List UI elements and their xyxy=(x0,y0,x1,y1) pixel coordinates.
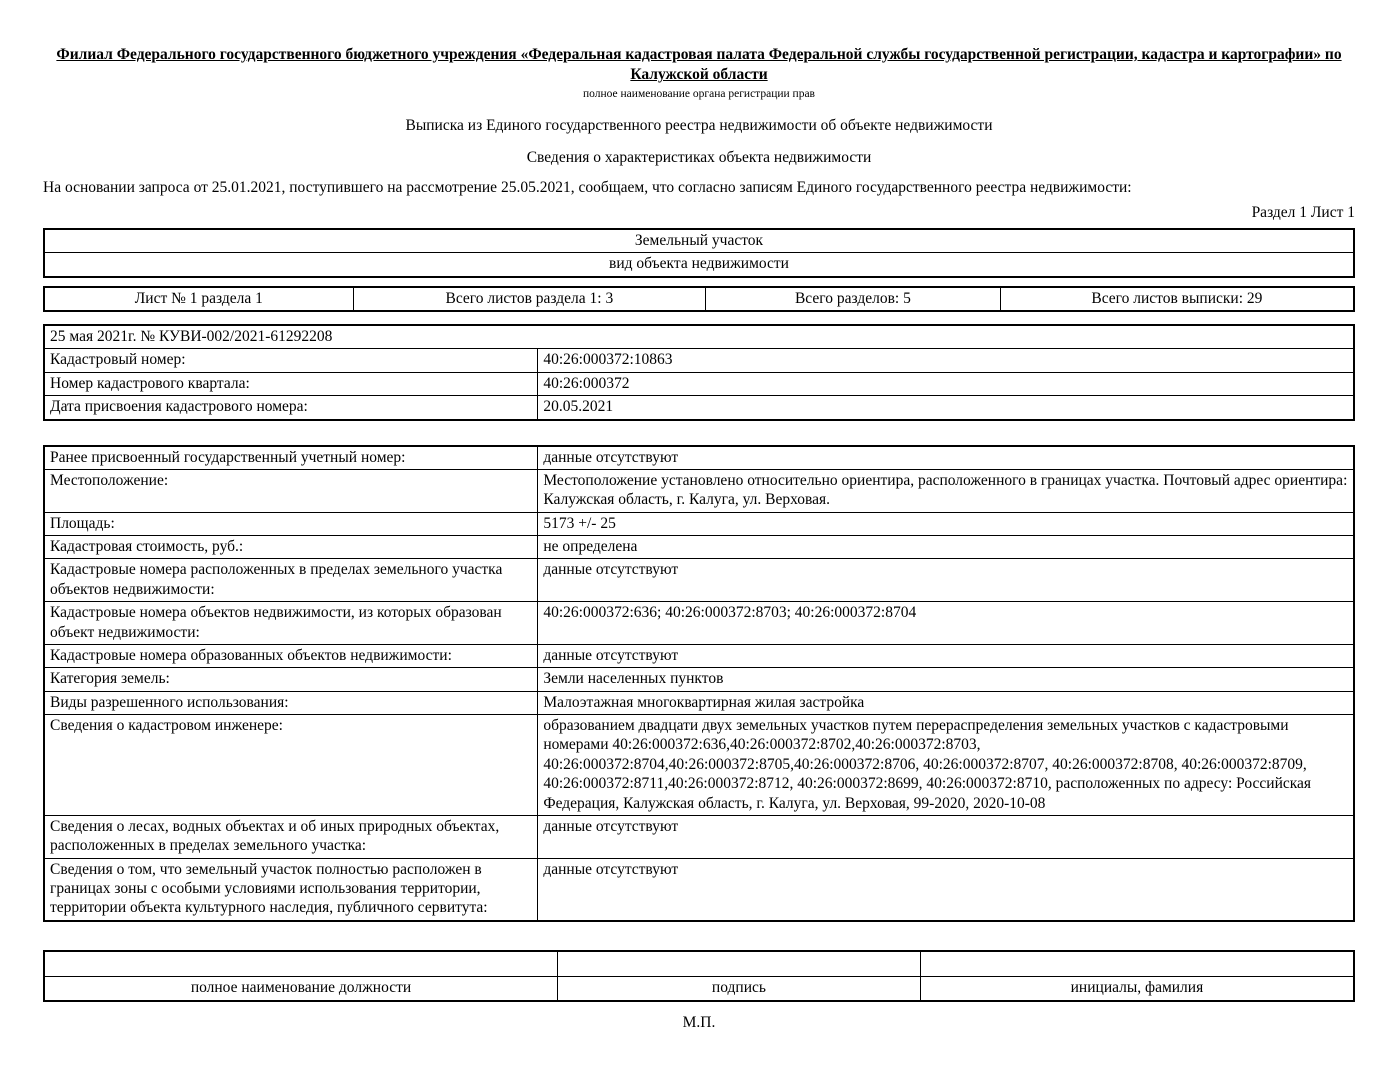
row-value-cell: 20.05.2021 xyxy=(538,396,1354,420)
row-value-cell: данные отсутствуют xyxy=(538,644,1354,667)
cadastral-table xyxy=(43,324,1355,421)
row-label-cell: Сведения о том, что земельный участок полностью расположен в границах зоны с особыми условиями использования территории, территории объекта культурного наследия, публичного сервитута: xyxy=(44,858,538,921)
signature-cell xyxy=(558,951,921,977)
row-label-cell: Категория земель: xyxy=(44,668,538,691)
name-cell xyxy=(920,951,1354,977)
row-value-cell: данные отсутствуют xyxy=(538,446,1354,470)
table-row xyxy=(44,229,1354,253)
table-row xyxy=(44,715,1354,816)
name-caption-cell: инициалы, фамилия xyxy=(920,977,1354,1001)
org-name: Филиал Федерального государственного бюджетного учреждения «Федеральная кадастровая палата Федеральной службы государственной регистрации, кадастра и картографии» по Калужской области xyxy=(56,46,1342,84)
table-row xyxy=(44,691,1354,714)
row-value-cell: 40:26:000372:10863 xyxy=(538,349,1354,372)
org-name-caption: полное наименование органа регистрации прав xyxy=(583,87,815,100)
table-row xyxy=(44,349,1354,372)
extract-date-number: 25 мая 2021г. № КУВИ-002/2021-61292208 xyxy=(44,325,1354,349)
row-label-cell: Дата присвоения кадастрового номера: xyxy=(44,396,538,420)
row-value-cell: 5173 +/- 25 xyxy=(538,512,1354,535)
row-value-cell: данные отсутствуют xyxy=(538,858,1354,921)
table-row xyxy=(44,951,1354,977)
row-label-cell: Номер кадастрового квартала: xyxy=(44,372,538,395)
row-label-cell: Виды разрешенного использования: xyxy=(44,691,538,714)
signature-caption-cell: подпись xyxy=(558,977,921,1001)
table-row xyxy=(44,858,1354,921)
row-value-cell: образованием двадцати двух земельных участков путем перераспределения земельных участков с кадастровыми номерами 40:26:000372:636,40:26:000372:8702,40:26:000372:8703, 40:26:000372:8704,40:26:000372:8705,40:26:000372:8706, 40:26:000372:8707, 40:26:000372:8708, 40:26:000372:8709, 40:26:000372:8711,40:26:000372:8712, 40:26:000372:8699, 40:26:000372:8710, расположенных по адресу: Российская Федерация, Калужская область, г. Калуга, ул. Верховая, 99-2020, 2020-10-08 xyxy=(538,715,1354,816)
object-type-caption: вид объекта недвижимости xyxy=(44,253,1354,277)
sheets-table xyxy=(43,286,1355,312)
table-row xyxy=(44,668,1354,691)
position-caption-cell: полное наименование должности xyxy=(44,977,558,1001)
table-row xyxy=(44,602,1354,645)
table-row xyxy=(44,253,1354,277)
row-value-cell: 40:26:000372:636; 40:26:000372:8703; 40:26:000372:8704 xyxy=(538,602,1354,645)
row-label-cell: Кадастровые номера расположенных в пределах земельного участка объектов недвижимости: xyxy=(44,559,538,602)
table-row xyxy=(44,512,1354,535)
request-line: На основании запроса от 25.01.2021, поступившего на рассмотрение 25.05.2021, сообщаем, что согласно записям Единого государственного реестра недвижимости: xyxy=(43,178,1132,196)
row-label-cell: Кадастровый номер: xyxy=(44,349,538,372)
details-table xyxy=(43,445,1355,922)
section-sheet-label: Раздел 1 Лист 1 xyxy=(1251,203,1355,221)
row-value-cell: не определена xyxy=(538,536,1354,559)
position-signature-cell xyxy=(44,951,558,977)
table-row xyxy=(44,287,1354,311)
row-value-cell: Местоположение установлено относительно ориентира, расположенного в границах участка. Почтовый адрес ориентира: Калужская область, г. Калуга, ул. Верховая. xyxy=(538,469,1354,512)
extract-sheets-total-cell: Всего листов выписки: 29 xyxy=(1000,287,1354,311)
table-row xyxy=(44,446,1354,470)
row-label-cell: Ранее присвоенный государственный учетный номер: xyxy=(44,446,538,470)
table-row xyxy=(44,372,1354,395)
document-title: Выписка из Единого государственного реестра недвижимости об объекте недвижимости xyxy=(405,116,993,134)
row-label-cell: Местоположение: xyxy=(44,469,538,512)
table-row xyxy=(44,559,1354,602)
table-row xyxy=(44,469,1354,512)
row-value-cell: данные отсутствуют xyxy=(538,559,1354,602)
document-subtitle: Сведения о характеристиках объекта недвижимости xyxy=(526,148,872,166)
table-row xyxy=(44,644,1354,667)
row-label-cell: Кадастровые номера объектов недвижимости, из которых образован объект недвижимости: xyxy=(44,602,538,645)
row-label-cell: Площадь: xyxy=(44,512,538,535)
stamp-placeholder: М.П. xyxy=(682,1013,716,1031)
section-sheets-total-cell: Всего листов раздела 1: 3 xyxy=(353,287,705,311)
row-label-cell: Сведения о лесах, водных объектах и об иных природных объектах, расположенных в пределах земельного участка: xyxy=(44,815,538,858)
row-value-cell: Земли населенных пунктов xyxy=(538,668,1354,691)
table-row xyxy=(44,325,1354,349)
row-value-cell: Малоэтажная многоквартирная жилая застройка xyxy=(538,691,1354,714)
table-row xyxy=(44,977,1354,1001)
row-label-cell: Кадастровая стоимость, руб.: xyxy=(44,536,538,559)
row-value-cell: данные отсутствуют xyxy=(538,815,1354,858)
row-label-cell: Кадастровые номера образованных объектов недвижимости: xyxy=(44,644,538,667)
table-row xyxy=(44,536,1354,559)
row-label-cell: Сведения о кадастровом инженере: xyxy=(44,715,538,816)
table-row xyxy=(44,396,1354,420)
table-row xyxy=(44,815,1354,858)
row-value-cell: 40:26:000372 xyxy=(538,372,1354,395)
object-type-value: Земельный участок xyxy=(44,229,1354,253)
sections-total-cell: Всего разделов: 5 xyxy=(706,287,1001,311)
object-type-table xyxy=(43,228,1355,278)
signature-table xyxy=(43,950,1355,1002)
sheet-number-cell: Лист № 1 раздела 1 xyxy=(44,287,353,311)
